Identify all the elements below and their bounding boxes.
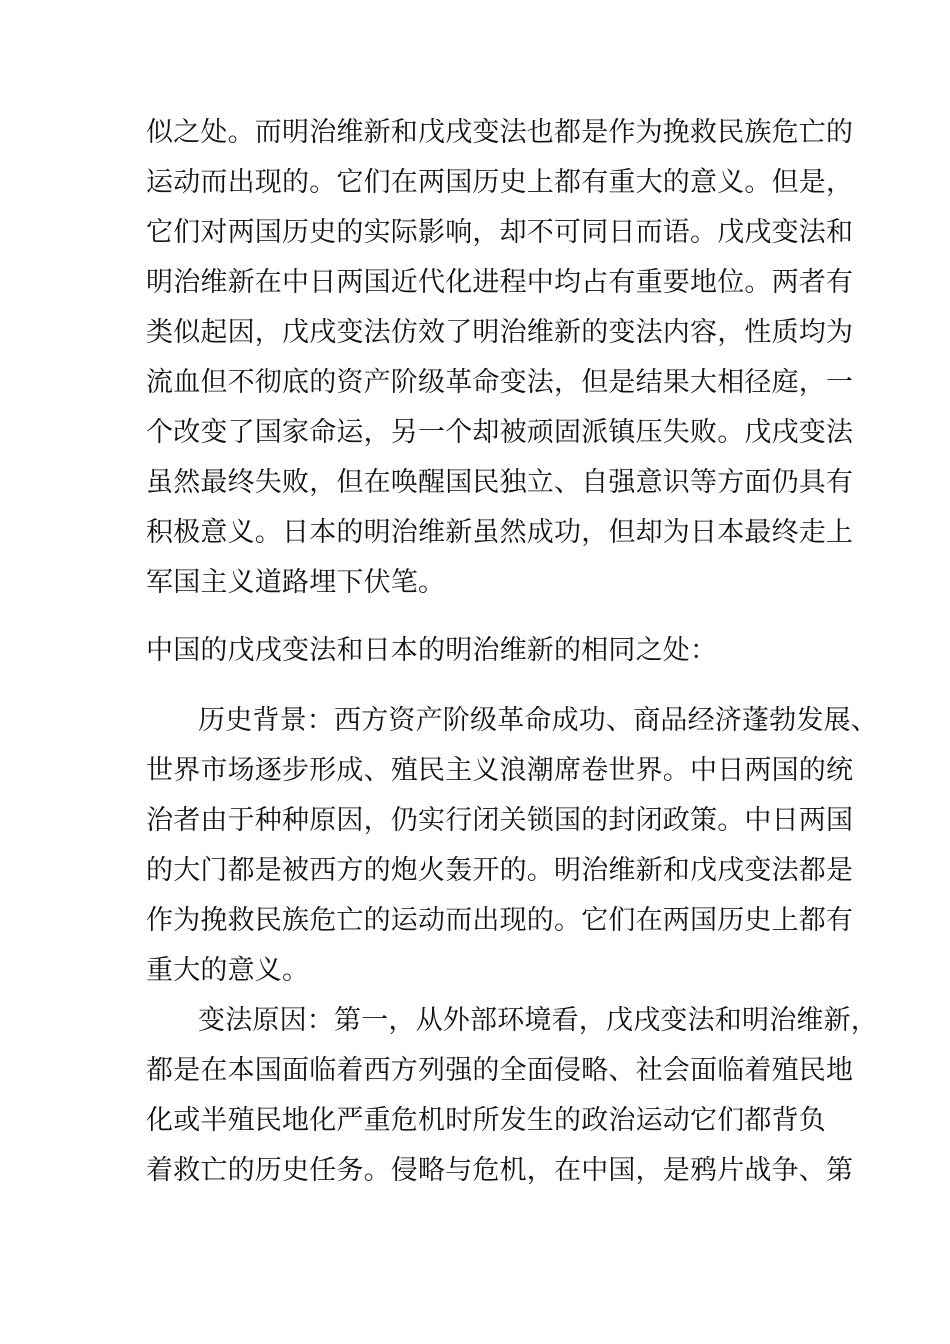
paragraph-1-line-9: 积极意义。日本的明治维新虽然成功，但却为日本最终走上 (146, 517, 854, 548)
paragraph-1-line-3: 它们对两国历史的实际影响，却不可同日而语。戊戌变法和 (146, 217, 854, 248)
paragraph-1-line-7: 个改变了国家命运，另一个却被顽固派镇压失败。戊戌变法 (146, 417, 854, 448)
paragraph-3-line-5: 作为挽救民族危亡的运动而出现的。它们在两国历史上都有 (146, 905, 854, 936)
paragraph-1-line-2: 运动而出现的。它们在两国历史上都有重大的意义。但是， (146, 167, 854, 198)
section-heading-similarities: 中国的戊戌变法和日本的明治维新的相同之处： (146, 635, 718, 666)
paragraph-3-line-4: 的大门都是被西方的炮火轰开的。明治维新和戊戌变法都是 (146, 855, 854, 886)
paragraph-1-line-4: 明治维新在中日两国近代化进程中均占有重要地位。两者有 (146, 267, 854, 298)
paragraph-4-line-2: 都是在本国面临着西方列强的全面侵略、社会面临着殖民地 (146, 1055, 854, 1086)
paragraph-1-line-5: 类似起因，戊戌变法仿效了明治维新的变法内容，性质均为 (146, 317, 854, 348)
paragraph-3-line-6: 重大的意义。 (146, 955, 310, 986)
paragraph-1-line-8: 虽然最终失败，但在唤醒国民独立、自强意识等方面仍具有 (146, 467, 854, 498)
paragraph-3-line-3: 治者由于种种原因，仍实行闭关锁国的封闭政策。中日两国 (146, 805, 854, 836)
paragraph-4-line-1: 变法原因：第一，从外部环境看，戊戌变法和明治维新， (198, 1005, 878, 1036)
paragraph-4-line-4: 着救亡的历史任务。侵略与危机，在中国，是鸦片战争、第 (146, 1155, 854, 1186)
paragraph-3-line-1: 历史背景：西方资产阶级革命成功、商品经济蓬勃发展、 (198, 705, 878, 736)
paragraph-1-line-6: 流血但不彻底的资产阶级革命变法，但是结果大相径庭，一 (146, 367, 854, 398)
paragraph-1-line-1: 似之处。而明治维新和戊戌变法也都是作为挽救民族危亡的 (146, 117, 854, 148)
paragraph-3-line-2: 世界市场逐步形成、殖民主义浪潮席卷世界。中日两国的统 (146, 755, 854, 786)
paragraph-1-line-10: 军国主义道路埋下伏笔。 (146, 567, 446, 598)
paragraph-4-line-3: 化或半殖民地化严重危机时所发生的政治运动它们都背负 (146, 1105, 826, 1136)
